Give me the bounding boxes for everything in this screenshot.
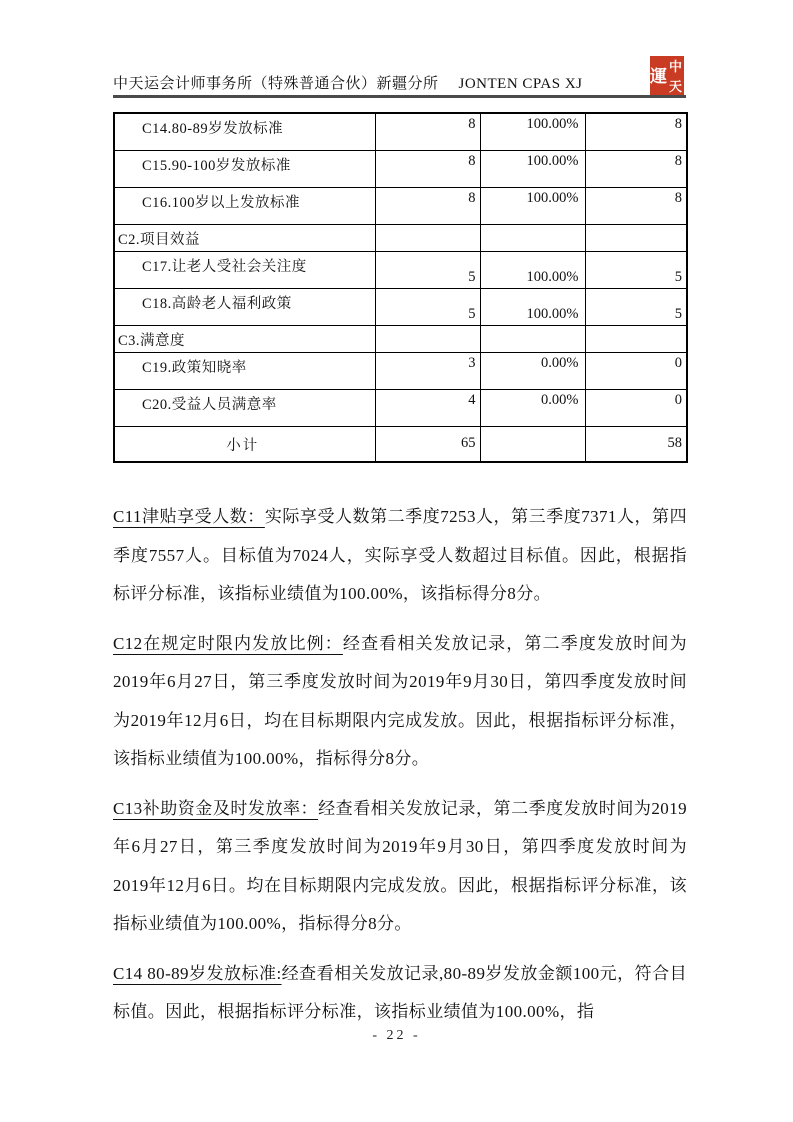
subtotal-label: 小计	[114, 426, 375, 462]
subtotal-final: 58	[585, 426, 687, 462]
indicator-title-c11: C11津贴享受人数：	[113, 507, 265, 526]
indicator-label: C19.政策知晓率	[114, 352, 375, 389]
indicator-label: C20.受益人员满意率	[114, 389, 375, 426]
seal-char: 運	[650, 67, 667, 86]
indicator-score: 8	[375, 150, 480, 187]
table-row	[114, 389, 687, 426]
subtotal-rate	[480, 426, 585, 462]
category-label: C2.项目效益	[114, 224, 375, 251]
subtotal-score: 65	[375, 426, 480, 462]
table-row	[114, 288, 687, 325]
paragraph-c13	[113, 790, 687, 944]
table-category-row	[114, 224, 687, 251]
table-row	[114, 113, 687, 150]
indicator-score: 8	[375, 187, 480, 224]
category-label: C3.满意度	[114, 325, 375, 352]
indicator-score-table	[113, 112, 688, 463]
indicator-rate	[480, 224, 585, 251]
indicator-final: 5	[585, 288, 687, 325]
paragraph-body: 经查看相关发放记录,80-89岁发放金额100元，符合目标值。因此，根据指标评分标准，该指标业绩值为100.00%，指	[113, 963, 687, 1021]
indicator-rate: 100.00%	[480, 288, 585, 325]
indicator-rate: 100.00%	[480, 113, 585, 150]
paragraph-body: 经查看相关发放记录，第二季度发放时间为2019年6月27日，第三季度发放时间为2019年9月30日，第四季度发放时间为2019年12月6日。均在目标期限内完成发放。因此，根据指标评分标准，该指标业绩值为100.00%，指标得分8分。	[113, 798, 688, 933]
indicator-rate: 100.00%	[480, 150, 585, 187]
indicator-rate: 0.00%	[480, 389, 585, 426]
indicator-label: C18.高龄老人福利政策	[114, 288, 375, 325]
table-row	[114, 352, 687, 389]
indicator-final: 0	[585, 389, 687, 426]
indicator-rate: 0.00%	[480, 352, 585, 389]
indicator-final: 8	[585, 150, 687, 187]
paragraph-c11	[113, 498, 687, 614]
paragraph-c12	[113, 625, 687, 779]
page-header	[113, 72, 686, 93]
paragraph-c14	[113, 955, 687, 1032]
indicator-final: 5	[585, 251, 687, 288]
indicator-label: C16.100岁以上发放标准	[114, 187, 375, 224]
indicator-final	[585, 325, 687, 352]
indicator-final: 8	[585, 187, 687, 224]
header-divider	[113, 95, 686, 98]
indicator-score: 8	[375, 113, 480, 150]
firm-name-en: JONTEN CPAS XJ	[458, 76, 583, 92]
indicator-final	[585, 224, 687, 251]
indicator-score: 3	[375, 352, 480, 389]
indicator-label: C17.让老人受社会关注度	[114, 251, 375, 288]
indicator-final: 0	[585, 352, 687, 389]
indicator-score: 4	[375, 389, 480, 426]
paragraph-body: 实际享受人数第二季度7253人，第三季度7371人，第四季度7557人。目标值为7024人，实际享受人数超过目标值。因此，根据指标评分标准，该指标业绩值为100.00%，该指标得分8分。	[113, 507, 687, 603]
indicator-label: C14.80-89岁发放标准	[114, 113, 375, 150]
indicator-score: 5	[375, 251, 480, 288]
page-number: - 22 -	[372, 1028, 421, 1043]
table-category-row	[114, 325, 687, 352]
table-row	[114, 251, 687, 288]
indicator-rate	[480, 325, 585, 352]
indicator-rate: 100.00%	[480, 251, 585, 288]
firm-name-cn: 中天运会计师事务所（特殊普通合伙）新疆分所	[113, 76, 439, 92]
table-row	[114, 187, 687, 224]
table-subtotal-row	[114, 426, 687, 462]
paragraph-body: 经查看相关发放记录，第二季度发放时间为2019年6月27日，第三季度发放时间为2019年9月30日，第四季度发放时间为2019年12月6日，均在目标期限内完成发放。因此，根据指标评分标准，该指标业绩值为100.00%，指标得分8分。	[113, 633, 687, 768]
indicator-title-c12: C12在规定时限内发放比例：	[113, 633, 343, 653]
company-seal-stamp	[650, 56, 684, 97]
indicator-final: 8	[585, 113, 687, 150]
analysis-paragraphs	[113, 498, 687, 1043]
table-row	[114, 150, 687, 187]
indicator-title-c13: C13补助资金及时发放率：	[113, 798, 319, 818]
seal-char: 天	[668, 79, 682, 95]
indicator-label: C15.90-100岁发放标准	[114, 150, 375, 187]
page-footer	[0, 1028, 793, 1044]
indicator-title-c14: C14 80-89岁发放标准:	[113, 963, 282, 983]
seal-char: 中	[668, 58, 682, 74]
indicator-score	[375, 224, 480, 251]
indicator-score	[375, 325, 480, 352]
indicator-score: 5	[375, 288, 480, 325]
indicator-rate: 100.00%	[480, 187, 585, 224]
